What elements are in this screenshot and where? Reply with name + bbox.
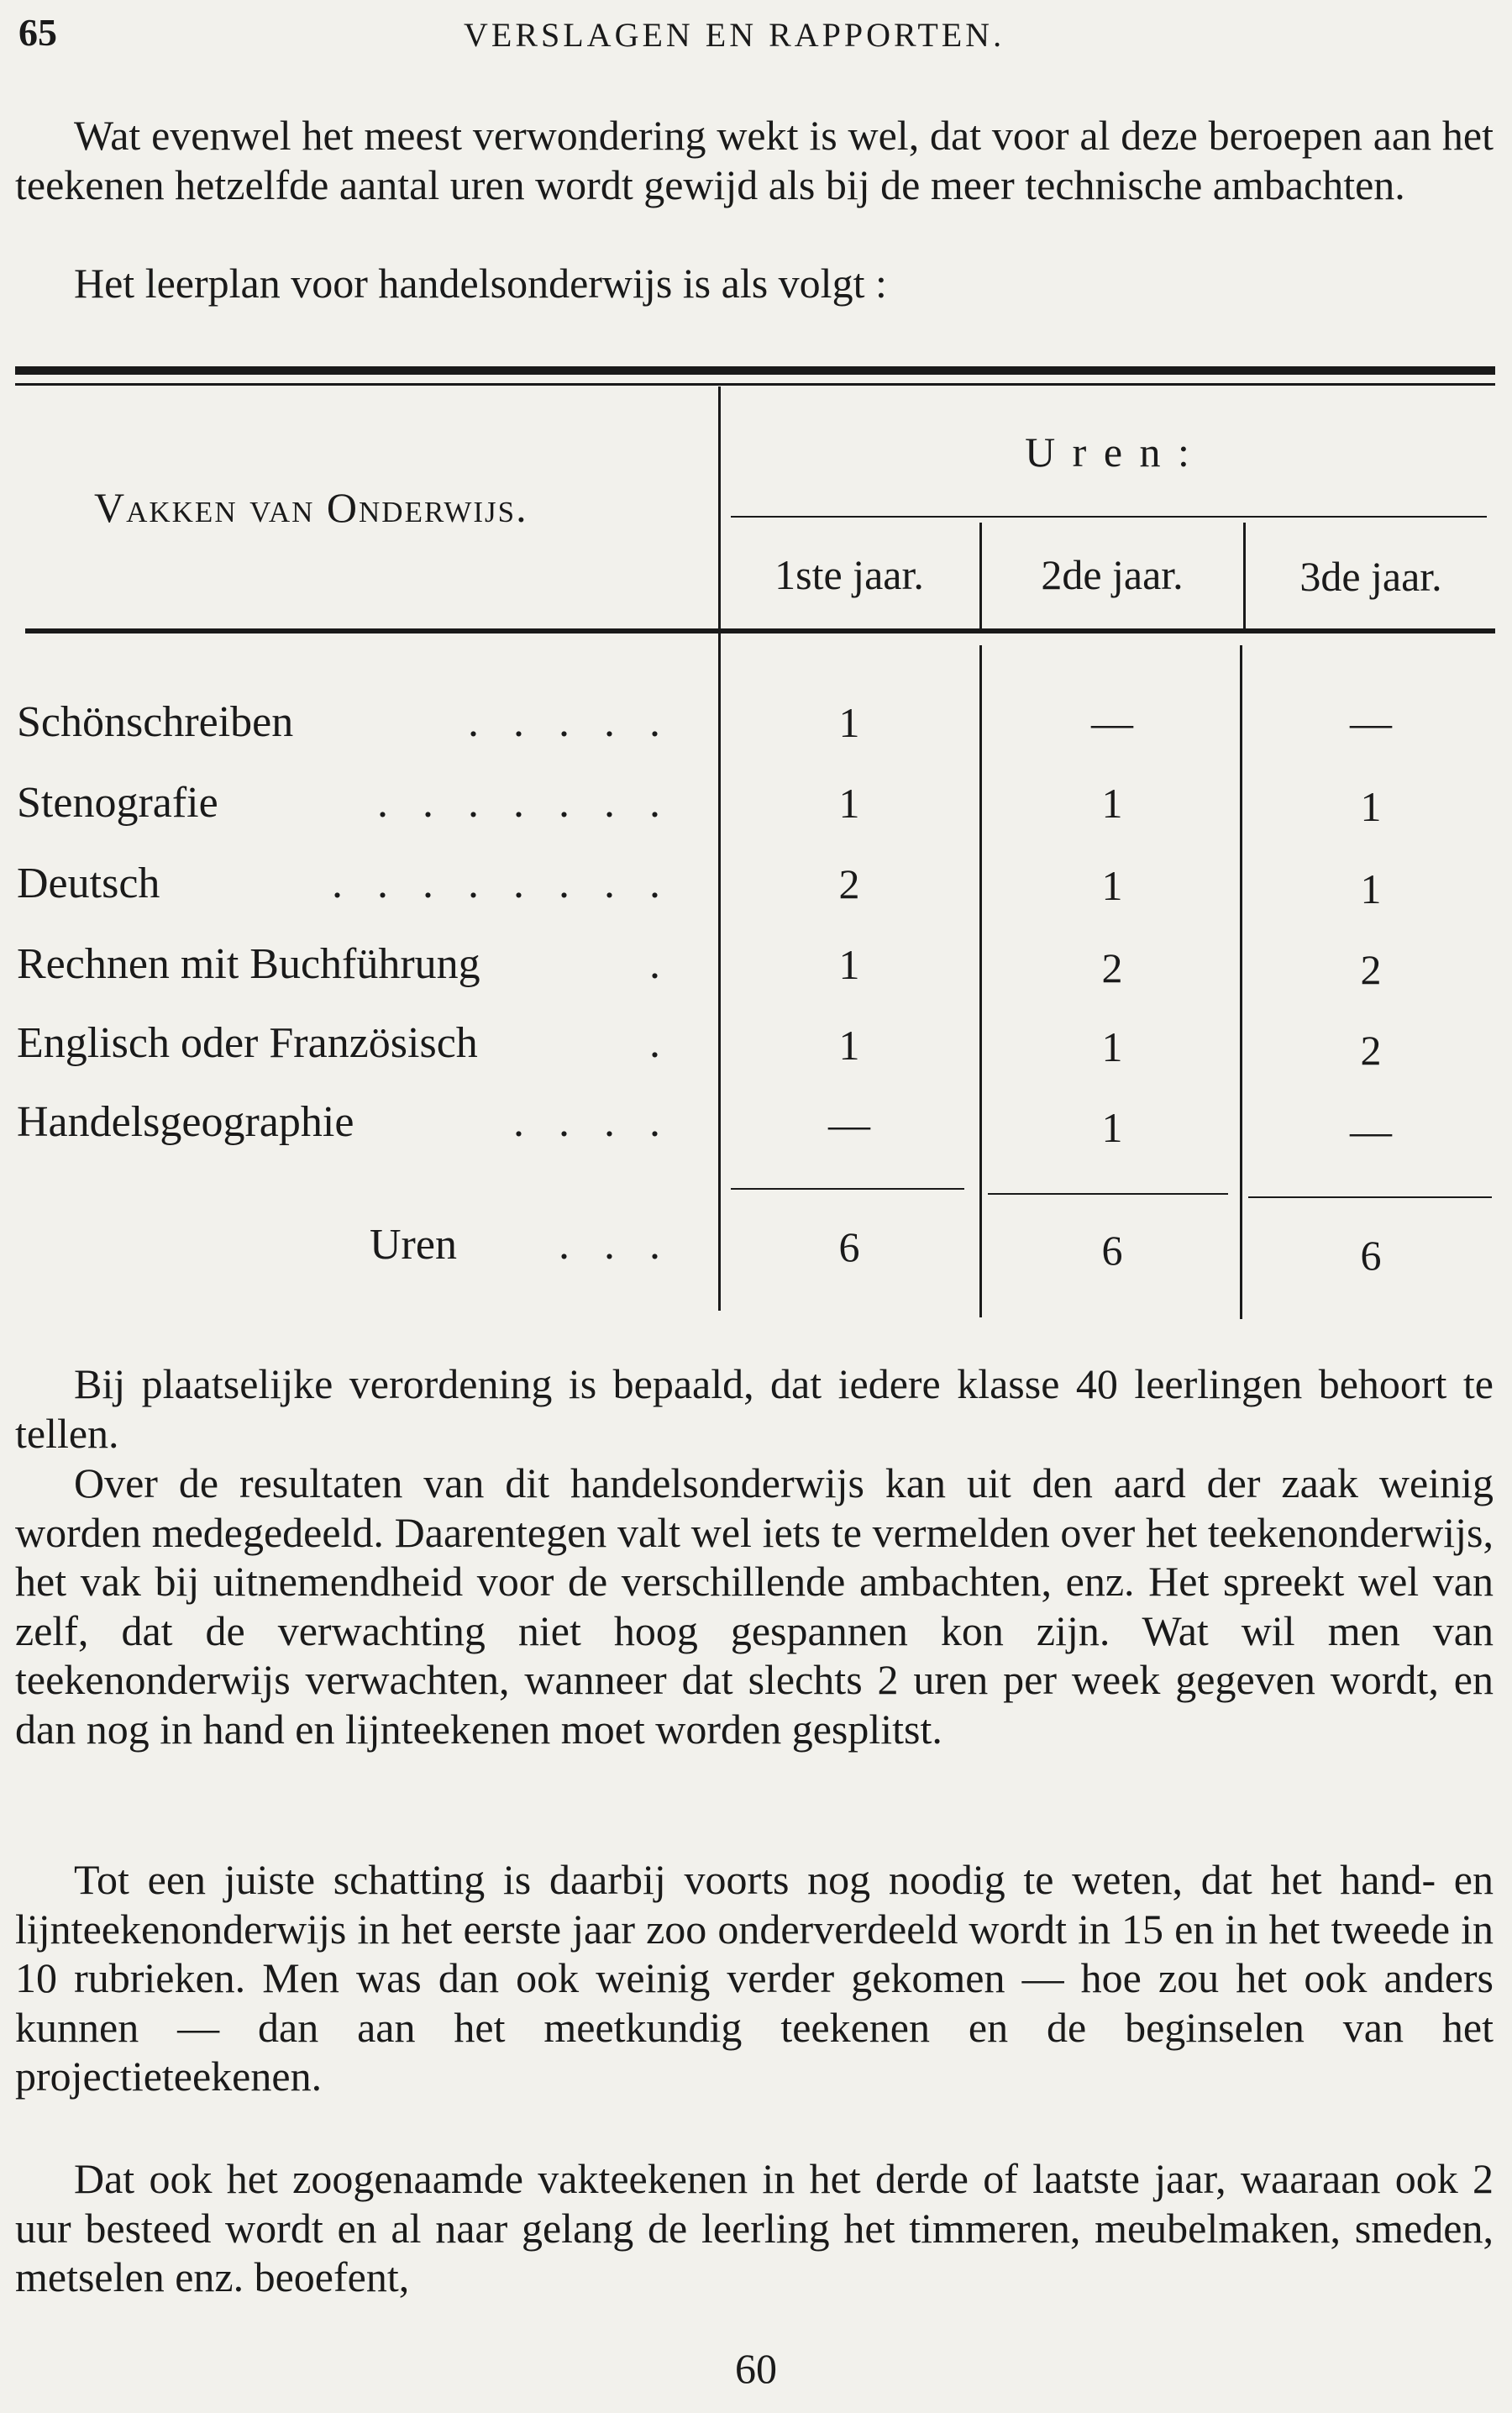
subject-column-header: Vakken van Onderwijs. [94,484,528,531]
running-title: VERSLAGEN EN RAPPORTEN. [464,16,1005,54]
table-divider-year-1 [979,523,982,630]
table-divider-year-2 [1243,523,1246,630]
paragraph-2: Het leerplan voor handelsonderwijs is als volgt : [74,260,887,307]
paragraph-6: Dat ook het zoogenaamde vakteekenen in het derde of laatste jaar, waaraan ook 2 uur besteed wordt en al naar gelang de leerling het timmeren, meubelmaken, smeden, metselen enz. beoefent, [15,2155,1494,2300]
table-cell: 1 [1101,1104,1123,1151]
total-year-1: 6 [838,1223,860,1270]
table-cell: 1 [1360,783,1382,830]
year-2-header: 2de jaar. [1041,551,1184,598]
table-cell: 1 [838,941,860,988]
paragraph-3: Bij plaatselijke verordening is bepaald, dat iedere klasse 40 leerlingen behoort te tellen. [15,1360,1494,1457]
table-cell: 1 [838,780,860,827]
sum-rule-year-3 [1248,1196,1492,1198]
footer-page-number: 60 [735,2345,777,2392]
table-cell: 1 [1101,862,1123,909]
paragraph-5: Tot een juiste schatting is daarbij voorts nog noodig te weten, dat het hand- en lijnteekenonderwijs in het eerste jaar zoo onderverdeeld wordt in 15 en in het tweede in 10 rubrieken. Men was dan ook weinig verder gekomen — hoe zou het ook anders kunnen — dan aan het meetkundig teekenen en de beginselen van het projectieteekenen. [15,1856,1494,2100]
table-top-rule-thick [15,366,1495,375]
table-divider-subject [718,386,721,1311]
table-cell: 1 [1101,1023,1123,1070]
page-header [18,10,1494,60]
paragraph-1: Wat evenwel het meest verwondering wekt is wel, dat voor al deze beroepen aan het teekenen hetzelfde aantal uren wordt gewijd als bij de meer technische ambachten. [15,112,1494,208]
table-cell: — [1350,699,1392,746]
table-cell: 1 [1360,865,1382,912]
table-header-rule [25,628,1495,633]
hours-header: U r e n : [1025,428,1193,476]
table-divider-year-1-body [979,645,982,1317]
hours-header-underline [731,516,1487,518]
table-cell: 2 [1360,1027,1382,1074]
table-cell: 2 [1101,944,1123,991]
table-cell: — [828,1101,870,1148]
total-year-2: 6 [1101,1227,1123,1274]
total-year-3: 6 [1360,1232,1382,1279]
table-cell: 1 [838,699,860,746]
sum-rule-year-1 [731,1188,964,1190]
table-cell: 1 [1101,780,1123,827]
document-page: 65 VERSLAGEN EN RAPPORTEN. Wat evenwel het meest verwondering wekt is wel, dat voor al deze beroepen aan het teekenen hetzelfde aantal uren wordt gewijd als bij de meer technische ambachten. Het leerplan voor handelsonderwijs is als volgt : Vakken van Onderwijs. U r e n : 1ste jaar. 2de jaar. 3de jaar. Schönschreiben . . . . . 1 — — Stenografie . . . . . . . 1 1 1 Deutsch . . . . . . . . 2 1 1 Rechnen mit Buchführung . 1 2 2 Englisch oder Französisch . 1 1 2 Handelsgeographie . . . . — 1 — Uren . . . 6 6 6 Bij plaatselijke verordening is bepaald, dat iedere klasse 40 leerlingen behoort te tellen. Over de resultaten van dit handelsonderwijs kan uit den aard der zaak weinig worden medegedeeld. Daarentegen valt wel iets te vermelden over het teekenonderwijs, het vak bij uitnemendheid voor de verschillende ambachten, enz. Het spreekt wel van zelf, dat de verwachting niet hoog gespannen kon zijn. Wat wil men van teekenonderwijs verwachten, wanneer dat slechts 2 uren per week gegeven wordt, en dan nog in hand en lijnteekenen moet worden gesplitst. Tot een juiste schatting is daarbij voorts nog noodig te weten, dat het hand- en lijnteekenonderwijs in het eerste jaar zoo onderverdeeld wordt in 15 en in het tweede in 10 rubrieken. Men was dan ook weinig verder gekomen — hoe zou het ook anders kunnen — dan aan het meetkundig teekenen en de beginselen van het projectieteekenen. Dat ook het zoogenaamde vakteekenen in het derde of laatste jaar, waaraan ook 2 uur besteed wordt en al naar gelang de leerling het timmeren, meubelmaken, smeden, metselen enz. beoefent, 60 [0,0,1512,2413]
table-cell: — [1350,1107,1392,1154]
year-3-header: 3de jaar. [1299,553,1442,600]
table-cell: 2 [1360,946,1382,993]
table-cell: — [1091,699,1133,746]
year-1-header: 1ste jaar. [774,551,924,598]
table-top-rule-thin [15,383,1495,386]
page-number: 65 [18,11,57,54]
sum-rule-year-2 [988,1193,1228,1195]
table-cell: 1 [838,1022,860,1069]
paragraph-4: Over de resultaten van dit handelsonderwijs kan uit den aard der zaak weinig worden medegedeeld. Daarentegen valt wel iets te vermelden over het teekenonderwijs, het vak bij uitnemendheid voor de verschillende ambachten, enz. Het spreekt wel van zelf, dat de verwachting niet hoog gespannen kon zijn. Wat wil men van teekenonderwijs verwachten, wanneer dat slechts 2 uren per week gegeven wordt, en dan nog in hand en lijnteekenen moet worden gesplitst. [15,1459,1494,1753]
table-cell: 2 [838,860,860,907]
